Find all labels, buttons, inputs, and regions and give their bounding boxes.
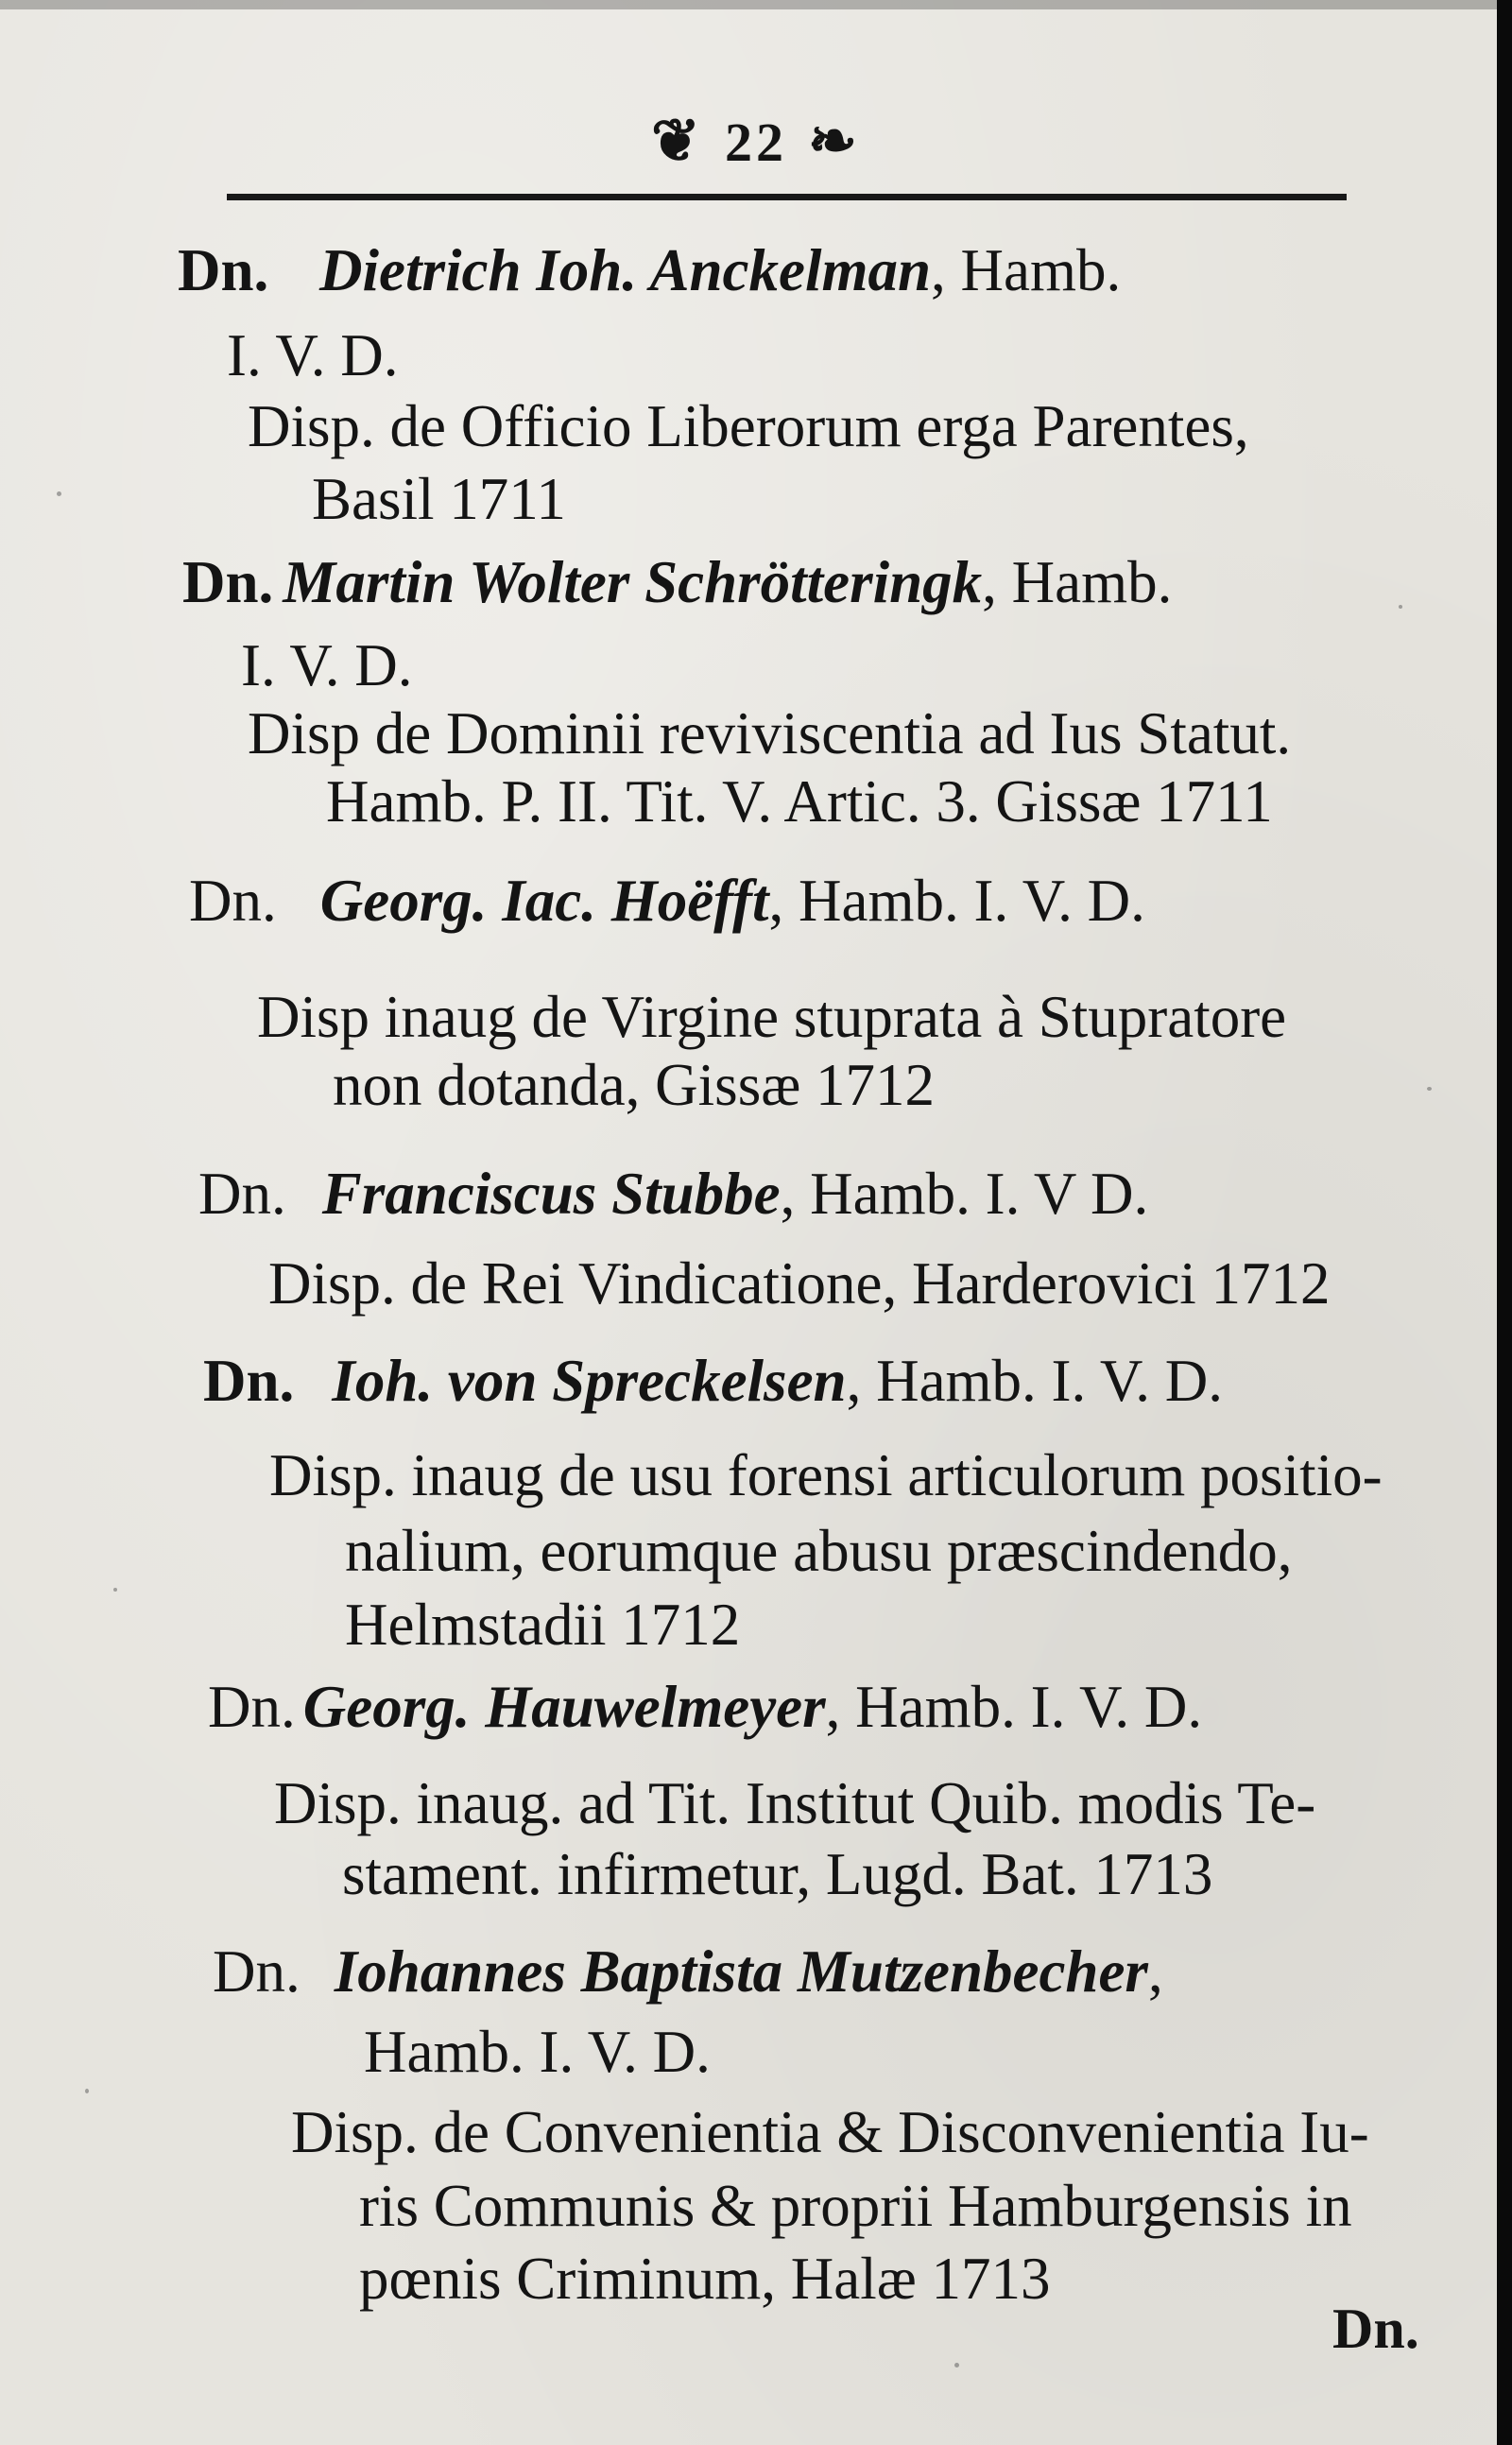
paper-speck: [113, 1588, 117, 1592]
entry-name: Iohannes Baptista Mutzenbecher: [334, 1938, 1148, 2005]
entry-title: Dn.: [208, 1674, 296, 1740]
entry-heading: [189, 868, 1145, 934]
scan-edge-top: [0, 0, 1512, 9]
entry-disputation-line: Disp de Dominii reviviscentia ad Ius Statut.: [248, 700, 1292, 766]
entry-disputation-line: pœnis Criminum, Halæ 1713: [359, 2246, 1051, 2312]
right-ornament-icon: ❧: [808, 110, 861, 174]
entry-heading: [203, 1348, 1224, 1414]
entry-tail: ,: [1147, 1938, 1163, 2005]
entry-name: Dietrich Ioh. Anckelman: [319, 237, 932, 303]
entry-heading: [198, 1161, 1149, 1227]
catchword: Dn.: [1332, 2298, 1419, 2360]
entry-degree: I. V. D.: [227, 322, 399, 388]
entry-name: Georg. Iac. Hoëfft: [319, 868, 769, 934]
paper-speck: [1427, 1087, 1432, 1091]
left-ornament-icon: ❦: [651, 110, 704, 174]
entry-degree: Hamb. I. V. D.: [364, 2019, 711, 2085]
paper-speck: [1399, 605, 1402, 609]
entry-degree: I. V. D.: [241, 632, 413, 698]
entry-heading: [182, 549, 1173, 615]
entry-tail: , Hamb. I. V. D.: [825, 1674, 1203, 1740]
entry-heading: [208, 1674, 1203, 1740]
entry-name: Franciscus Stubbe: [321, 1161, 781, 1227]
entry-tail: , Hamb. I. V. D.: [846, 1348, 1224, 1414]
entry-heading: [178, 237, 1122, 303]
entry-disputation-line: Disp. de Convenientia & Disconvenientia Iu-: [291, 2099, 1369, 2165]
entry-name: Georg. Hauwelmeyer: [302, 1674, 826, 1740]
entry-name: Martin Wolter Schrötteringk: [283, 549, 983, 615]
entry-disputation-line: Disp. inaug. ad Tit. Institut Quib. modis Te-: [274, 1770, 1316, 1836]
entry-disputation-line: Disp inaug de Virgine stuprata à Stupratore: [257, 984, 1287, 1050]
entry-heading: [213, 1938, 1163, 2005]
entry-disputation-line: ris Communis & proprii Hamburgensis in: [359, 2173, 1352, 2239]
paper-speck: [57, 491, 61, 496]
entry-disputation-line: Disp. de Rei Vindicatione, Harderovici 1712: [268, 1250, 1331, 1317]
entry-tail: , Hamb. I. V D.: [780, 1161, 1149, 1227]
entry-disputation-line: stament. infirmetur, Lugd. Bat. 1713: [342, 1841, 1213, 1907]
page-header: [0, 106, 1512, 176]
entry-disputation-line: Hamb. P. II. Tit. V. Artic. 3. Gissæ 1711: [326, 768, 1273, 835]
entry-title: Dn.: [213, 1938, 301, 2005]
page-number: 22: [725, 112, 787, 173]
entry-tail: , Hamb.: [931, 237, 1122, 303]
entry-tail: , Hamb.: [982, 549, 1173, 615]
paper-speck: [954, 2363, 959, 2368]
entry-disputation-line: Disp. inaug de usu forensi articulorum positio-: [269, 1442, 1383, 1508]
entry-disputation-line: Basil 1711: [312, 466, 566, 532]
header-rule: [227, 194, 1347, 200]
entry-title: Dn.: [178, 237, 269, 303]
entry-disputation-line: nalium, eorumque abusu præscindendo,: [345, 1518, 1293, 1584]
entry-tail: , Hamb. I. V. D.: [768, 868, 1145, 934]
entry-title: Dn.: [189, 868, 277, 934]
entry-name: Ioh. von Spreckelsen: [332, 1348, 847, 1414]
entry-title: Dn.: [198, 1161, 286, 1227]
entry-disputation-line: Helmstadii 1712: [345, 1592, 741, 1658]
entry-disputation-line: Disp. de Officio Liberorum erga Parentes,: [248, 393, 1249, 459]
entry-title: Dn.: [182, 549, 274, 615]
entry-title: Dn.: [203, 1348, 295, 1414]
paper-speck: [85, 2089, 89, 2093]
scan-edge-right: [1497, 0, 1512, 2445]
entry-disputation-line: non dotanda, Gissæ 1712: [333, 1052, 935, 1118]
